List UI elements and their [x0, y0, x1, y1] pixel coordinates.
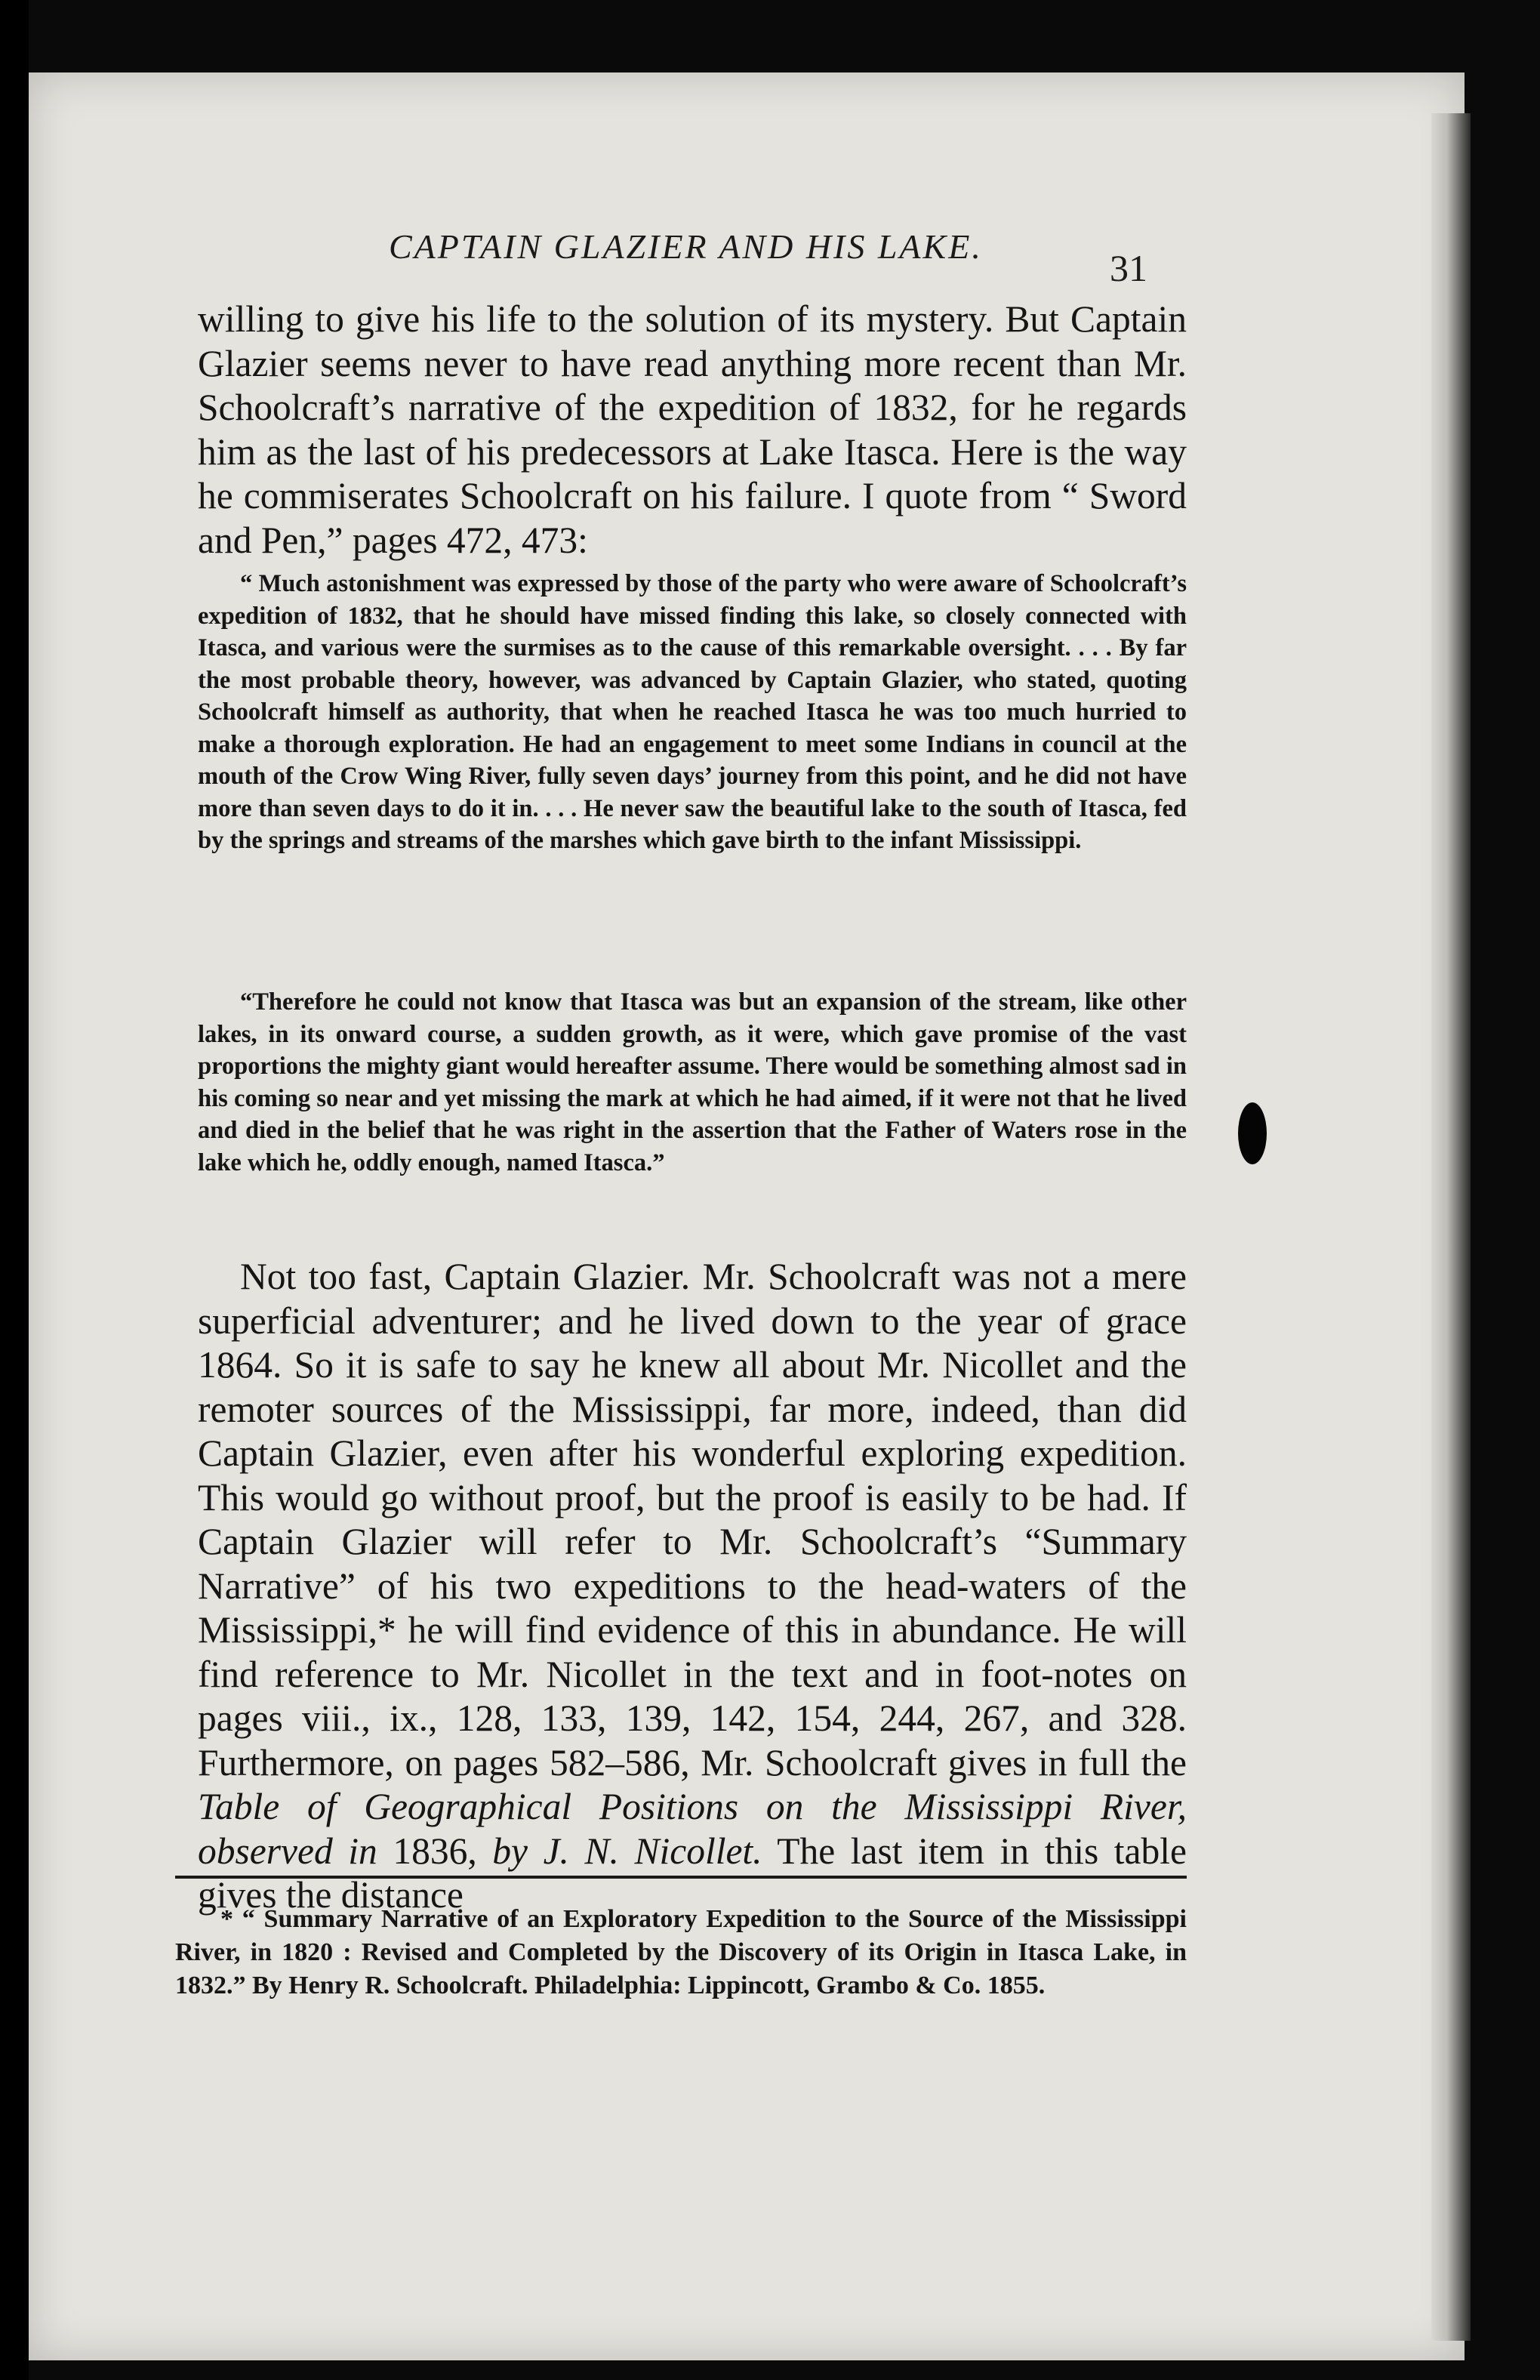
paragraph-tail: The last item in this table gives the distance — [198, 1830, 1187, 1916]
table-year: 1836, — [377, 1830, 477, 1872]
table-author: by J. N. Nicollet. — [492, 1830, 762, 1872]
quote-text: “Therefore he could not know that Itasca was but an expansion of the stream, like other lakes, in its onward course, a sudden growth, as it were, which gave promise of the vast proportions the mighty giant would hereafter assume. There would be something almost sad in his coming so near and yet missing the mark at which he had aimed, if it were not that he lived and died in the belief that he was right in the assertion that the Father of Waters rose in the lake which he, oddly enough, named Itasca.” — [198, 988, 1187, 1176]
footnote-divider — [175, 1876, 1187, 1879]
quote-text: “ Much astonishment was expressed by those of the party who were aware of Schoolcraft’s expedition of 1832, that he should have missed finding this lake, so closely connected with Itasca, and various were the surmises as to the cause of this remarkable oversight. . . . By far the most probable theory, however, was advanced by Captain Glazier, who stated, quoting Schoolcraft himself as authority, that when he reached Itasca he was too much hurried to make a thorough exploration. He had an engagement to meet some Indians in council at the mouth of the Crow Wing River, fully seven days’ journey from this point, and he did not have more than seven days to do it in. . . . He never saw the beautiful lake to the south of Itasca, fed by the springs and streams of the marshes which gave birth to the infant Mississippi. — [198, 570, 1187, 854]
page-edge — [1431, 113, 1471, 2341]
ink-blot-mark — [1238, 1102, 1267, 1164]
body-paragraph-2 — [198, 1255, 1187, 1918]
table-title: Table of Geographical Positions on the Mississippi River, observed in — [198, 1786, 1187, 1872]
running-header: CAPTAIN GLAZIER AND HIS LAKE. — [389, 227, 983, 266]
block-quote-1 — [198, 568, 1187, 857]
paragraph-text: willing to give his life to the solution of its mystery. But Captain Glazier seems never to have read anything more recent than Mr. Schoolcraft’s narrative of the expedition of 1832, for he regards him as the last of his predecessors at Lake Itasca. Here is the way he commiserates Schoolcraft on his failure. I quote from “ Sword and Pen,” pages 472, 473: — [198, 298, 1187, 561]
block-quote-2 — [198, 986, 1187, 1179]
paragraph-main: Not too fast, Captain Glazier. Mr. Schoolcraft was not a mere superficial adventurer; and he lived down to the year of grace 1864. So it is safe to say he knew all about Mr. Nicollet and the remoter sources of the Mississippi, far more, indeed, than did Captain Glazier, even after his wonderful exploring expedition. This would go without proof, but the proof is easily to be had. If Captain Glazier will refer to Mr. Schoolcraft’s “Summary Narrative” of his two expeditions to the head-waters of the Mississippi,* he will find evidence of this in abundance. He will find reference to Mr. Nicollet in the text and in foot-notes on pages viii., ix., 128, 133, 139, 142, 154, 244, 267, and 328. Furthermore, on pages 582–586, Mr. Schoolcraft gives in full the — [198, 1256, 1187, 1783]
footnote — [175, 1903, 1187, 2002]
book-spine-shadow — [0, 0, 29, 2380]
body-paragraph-1 — [198, 298, 1187, 563]
footnote-text: * “ Summary Narrative of an Exploratory Expedition to the Source of the Mississippi River, in 1820 : Revised and Completed by the Discovery of its Origin in Itasca Lake, in 1832.” By Henry R. Schoolcraft. Philadelphia: Lippincott, Grambo & Co. 1855. — [175, 1905, 1187, 1999]
page-number: 31 — [1110, 247, 1147, 289]
paragraph-text — [198, 1255, 1187, 1918]
